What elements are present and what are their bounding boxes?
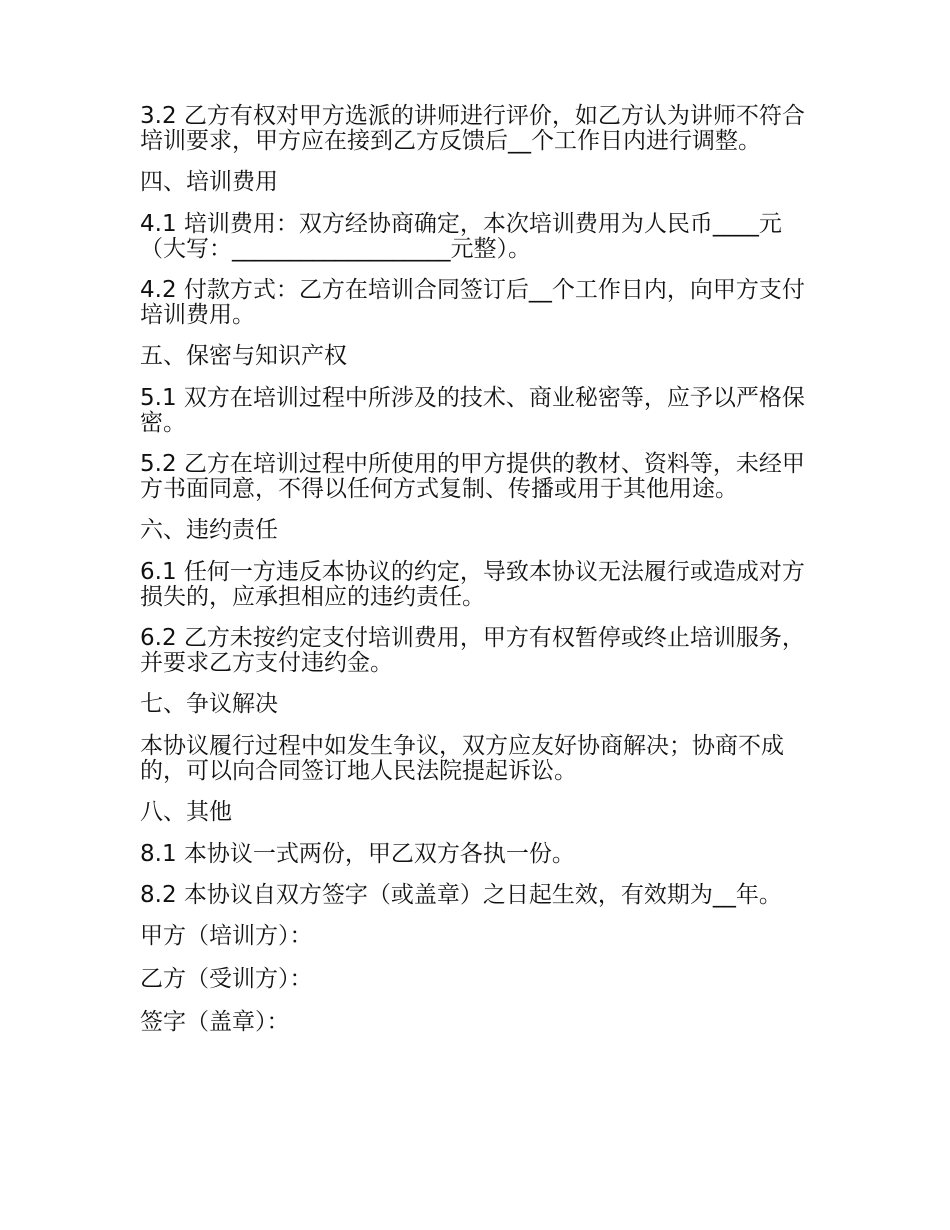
clause-6-1: 6.1 任何一方违反本协议的约定，导致本协议无法履行或造成对方损失的，应承担相应的违约责任。 (140, 559, 805, 610)
party-a-signature-line: 甲方（培训方）： (140, 923, 313, 949)
clause-3-2: 3.2 乙方有权对甲方选派的讲师进行评价，如乙方认为讲师不符合培训要求，甲方应在接到乙方反馈后__个工作日内进行调整。 (140, 103, 805, 154)
document-page (140, 104, 812, 1053)
clause-5-1: 5.1 双方在培训过程中所涉及的技术、商业秘密等，应予以严格保密。 (140, 385, 805, 436)
section-7-heading: 七、争议解决 (140, 691, 278, 717)
clause-8-2: 8.2 本协议自双方签字（或盖章）之日起生效，有效期为__年。 (140, 882, 782, 908)
clause-7: 本协议履行过程中如发生争议，双方应友好协商解决；协商不成的，可以向合同签订地人民法院提起诉讼。 (140, 733, 784, 784)
clause-4-2: 4.2 付款方式：乙方在培训合同签订后__个工作日内，向甲方支付培训费用。 (140, 277, 805, 328)
clause-8-1: 8.1 本协议一式两份，甲乙双方各执一份。 (140, 841, 575, 867)
seal-signature-line: 签字（盖章）： (140, 1009, 290, 1035)
party-b-signature-line: 乙方（受训方）： (140, 966, 313, 992)
section-8-heading: 八、其他 (140, 799, 232, 825)
section-6-heading: 六、违约责任 (140, 517, 278, 543)
clause-4-1: 4.1 培训费用：双方经协商确定，本次培训费用为人民币____元（大写：___________________元整）。 (140, 211, 782, 262)
section-5-heading: 五、保密与知识产权 (140, 343, 347, 369)
section-4-heading: 四、培训费用 (140, 169, 278, 195)
clause-6-2: 6.2 乙方未按约定支付培训费用，甲方有权暂停或终止培训服务，并要求乙方支付违约金。 (140, 625, 805, 676)
clause-5-2: 5.2 乙方在培训过程中所使用的甲方提供的教材、资料等，未经甲方书面同意，不得以任何方式复制、传播或用于其他用途。 (140, 451, 805, 502)
